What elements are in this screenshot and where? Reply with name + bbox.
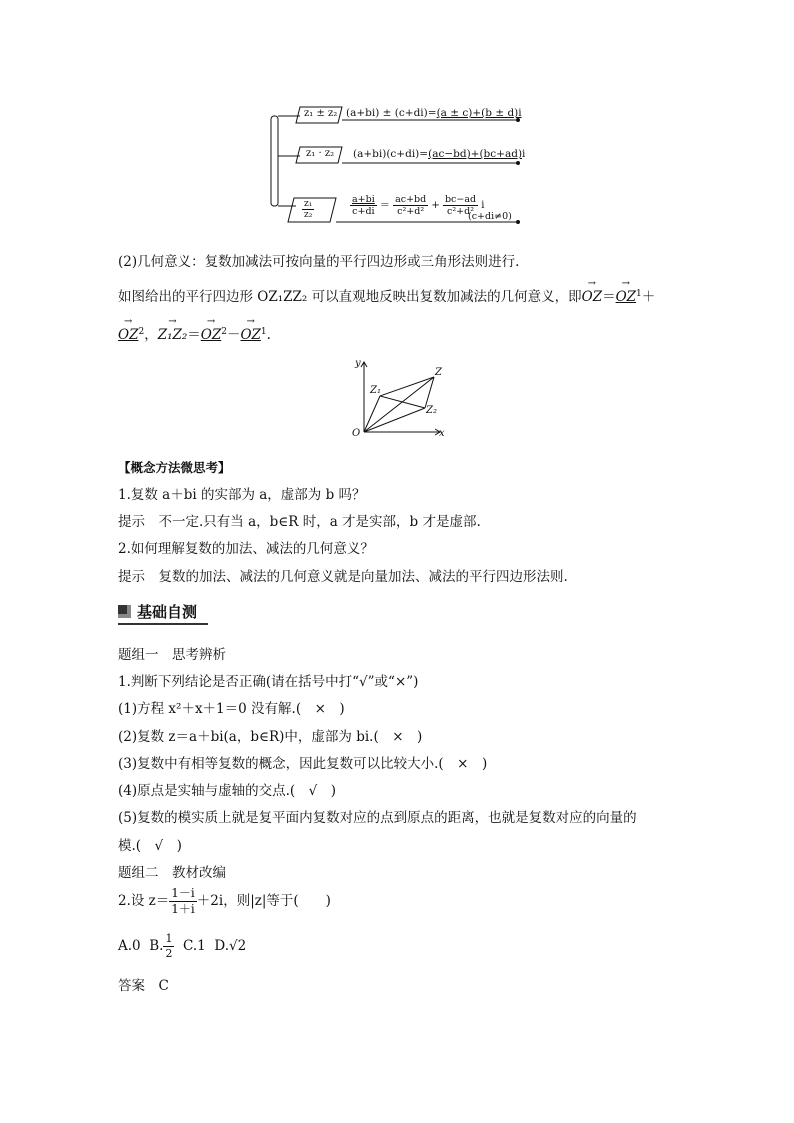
- arrow-dot: [516, 161, 520, 165]
- section-underline: [118, 623, 208, 625]
- parallelogram-figure: [0, 352, 794, 452]
- option-d: D.√2: [214, 938, 247, 954]
- diagonal-z1-z2: [380, 396, 425, 408]
- think-q2: 2.如何理解复数的加法、减法的几何意义？: [118, 541, 374, 557]
- group1-item3: (3)复数中有相等复数的概念，因此复数可以比较大小.( × ): [118, 756, 488, 772]
- flow-box3: $\frac{\text{z₁}}{\text{z₂}}$: [304, 199, 313, 220]
- arrow-dot: [516, 220, 520, 224]
- think-a2: 提示 复数的加法、减法的几何意义就是向量加法、减法的平行四边形法则.: [118, 569, 568, 585]
- group2-title: 题组二 教材改编: [118, 865, 226, 881]
- flow-box1: z₁ ± z₂: [304, 108, 338, 119]
- vector-z1z2: → Z₁Z₂: [158, 327, 188, 343]
- group2-question: 2.设 z＝ $\frac{1-i}{1+i}$ ＋2i，则|z|等于( ): [118, 886, 331, 916]
- group1-title: 题组一 思考辨析: [118, 647, 226, 663]
- group1-item5-line1: (5)复数的模实质上就是复平面内复数对应的点到原点的距离，也就是复数对应的向量的: [118, 810, 637, 826]
- flow-eq2: (a+bi)(c+di)=(ac−bd)+(bc+ad)i: [353, 148, 526, 160]
- group1-item1: (1)方程 x²＋x＋1＝0 没有解.( × ): [118, 701, 345, 717]
- group2-options: [118, 932, 246, 961]
- think-q1: 1.复数 a＋bi 的实部为 a，虚部为 b 吗？: [118, 487, 366, 503]
- think-title: 【概念方法微思考】: [118, 460, 231, 475]
- side-z1-z: [380, 377, 434, 396]
- vector-oz2: → OZ: [118, 327, 138, 343]
- figure-description-line1: 如图给出的平行四边形 OZ₁ZZ₂ 可以直观地反映出复数加减法的几何意义，即→ $OZ=\to OZ^1+$: [118, 285, 655, 305]
- fig-label-o: O: [352, 428, 361, 439]
- fig-label-z: Z: [435, 367, 442, 378]
- flow-eq3-condition: (c+di≠0): [468, 211, 512, 222]
- option-a: A.0: [118, 938, 141, 954]
- group1-question: 1.判断下列结论是否正确(请在括号中打“√”或“×”): [118, 674, 419, 690]
- fig-label-z2: Z₂: [426, 405, 437, 416]
- option-b: B. $\frac{1}{2}$: [149, 932, 173, 960]
- group1-item4: (4)原点是实轴与虚轴的交点.( √ ): [118, 783, 337, 799]
- flow-eq1: (a+bi) ± (c+di)=(a ± c)+(b ± d)i: [346, 107, 522, 119]
- section-square-icon: [118, 605, 131, 618]
- flow-box2: z₁ · z₂: [306, 148, 335, 159]
- group1-item5-line2: 模.( √ ): [118, 838, 182, 854]
- fig-label-y: y: [355, 358, 361, 369]
- fig-label-x: x: [439, 428, 445, 439]
- vector-oz1: → OZ: [616, 289, 636, 305]
- flow-eq3: $\frac{a+bi}{c+di}$ ＝ $\frac{ac+bd}{\text{c²+d²}}$ + $\frac{bc-ad}{\text{c²+d²}}$ i: [352, 194, 485, 217]
- geometric-meaning-text: (2)几何意义：复数加减法可按向量的平行四边形或三角形法则进行.: [118, 254, 520, 270]
- think-a1: 提示 不一定.只有当 a，b∈R 时，a 才是实部，b 才是虚部.: [118, 514, 481, 530]
- vector-oz2b: → OZ: [201, 327, 221, 343]
- group2-answer: 答案 C: [118, 978, 169, 994]
- vector-oz: → OZ: [582, 289, 602, 305]
- figure-description-line2: → $OZ^2$，→ $Z_1Z_2=\to OZ^2-\to OZ^1$.: [118, 323, 271, 343]
- side-z2-z: [425, 377, 434, 408]
- fig-label-z1: Z₁: [370, 385, 381, 396]
- vector-oz1b: → OZ: [240, 327, 260, 343]
- section-heading: 基础自测: [118, 601, 197, 622]
- option-c: C.1: [183, 938, 206, 954]
- group1-item2: (2)复数 z＝a＋bi(a，b∈R)中，虚部为 bi.( × ): [118, 729, 423, 745]
